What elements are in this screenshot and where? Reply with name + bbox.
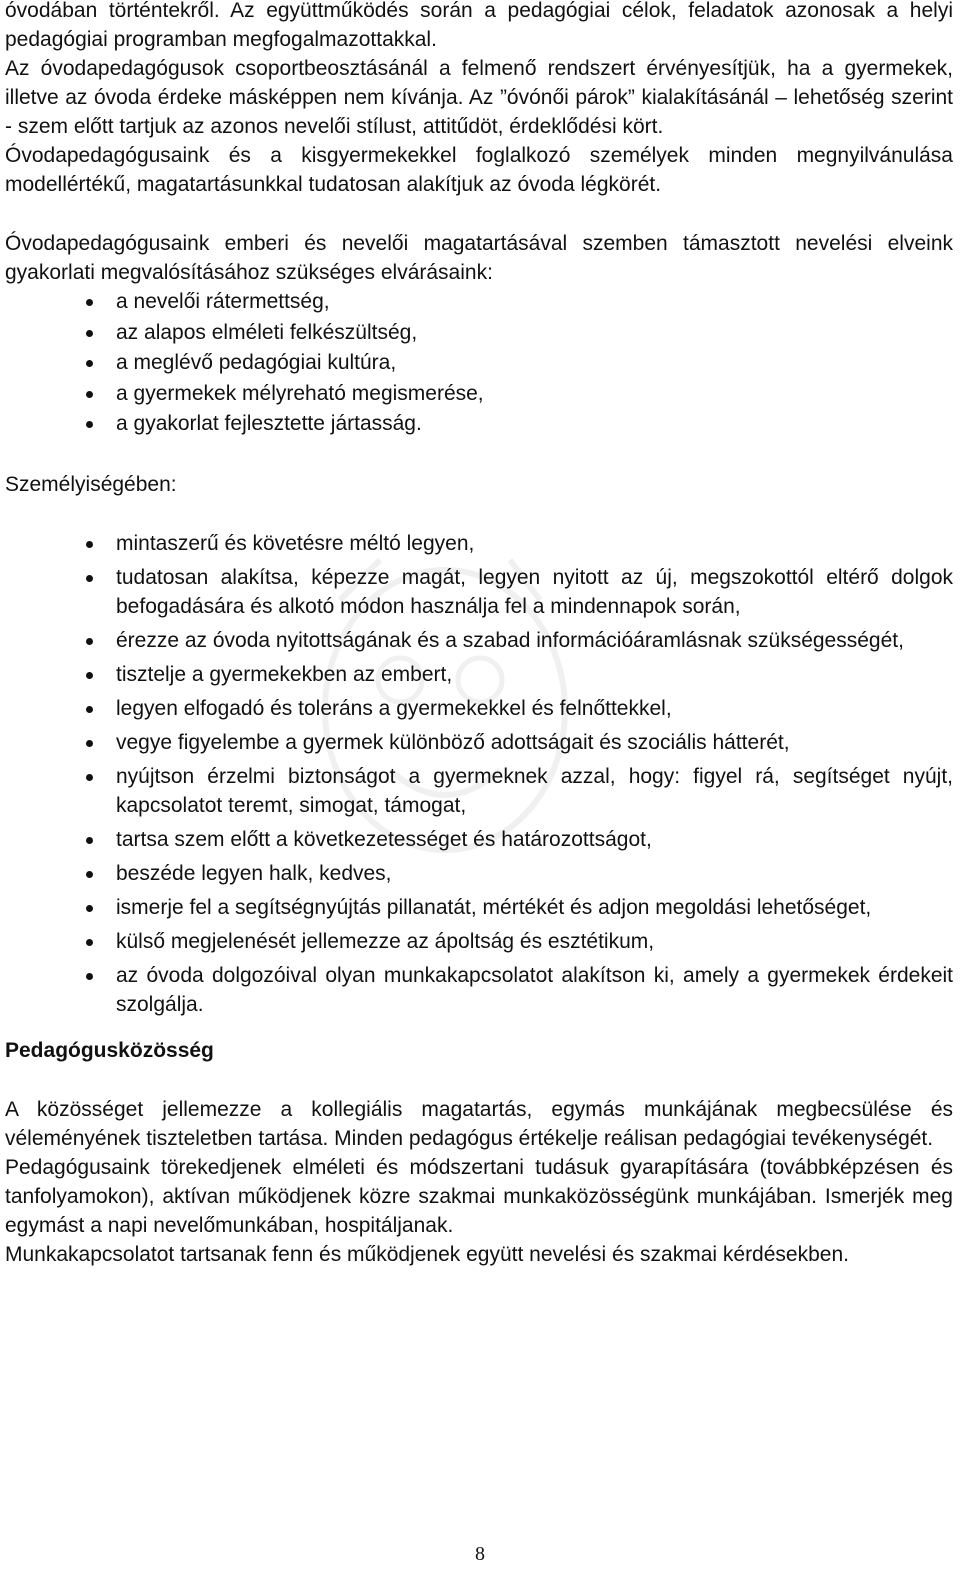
bullet-icon: [86, 905, 93, 912]
list-item: mintaszerű és követésre méltó legyen,: [5, 529, 953, 558]
list-item: az óvoda dolgozóival olyan munkakapcsolatot alakítson ki, amely a gyermekek érdekeit szolgálja.: [5, 961, 953, 1019]
personality-label: Személyiségében:: [5, 472, 177, 496]
list-item: érezze az óvoda nyitottságának és a szabad információáramlásnak szükségességét,: [5, 626, 953, 655]
list-item: tudatosan alakítsa, képezze magát, legyen nyitott az új, megszokottól eltérő dolgok befogadására és alkotó módon használja fel a mindennapok során,: [5, 563, 953, 621]
list-item: beszéde legyen halk, kedves,: [5, 859, 953, 888]
bullet-icon: [86, 541, 93, 548]
bullet-icon: [86, 871, 93, 878]
bullet-icon: [86, 672, 93, 679]
list-item: tartsa szem előtt a következetességet és határozottságot,: [5, 825, 953, 854]
list-item: a meglévő pedagógiai kultúra,: [5, 348, 953, 379]
bullet-icon: [86, 330, 93, 337]
list-item: legyen elfogadó és toleráns a gyermekekkel és felnőttekkel,: [5, 694, 953, 723]
intro-paragraph-3: Óvodapedagógusaink és a kisgyermekekkel foglalkozó személyek minden megnyilvánulása modellértékű, magatartásunkkal tudatosan alakítjuk az óvoda légkörét.: [5, 144, 953, 196]
list-item: külső megjelenését jellemezze az ápoltság és esztétikum,: [5, 927, 953, 956]
list-item: az alapos elméleti felkészültség,: [5, 318, 953, 349]
closing-paragraph-3: Munkakapcsolatot tartsanak fenn és működjenek együtt nevelési és szakmai kérdésekben.: [5, 1242, 849, 1266]
bullet-icon: [86, 740, 93, 747]
bullet-icon: [86, 638, 93, 645]
bullet-icon: [86, 973, 93, 980]
page-number: 8: [475, 1543, 485, 1565]
intro-paragraph-1: óvodában történtekről. Az együttműködés során a pedagógiai célok, feladatok azonosak a helyi pedagógiai programban megfogalmazottakkal.: [5, 0, 953, 51]
expectations-list: [5, 287, 953, 440]
list-item: a nevelői rátermettség,: [5, 287, 953, 318]
document-body: [5, 0, 953, 1269]
list-item: ismerje fel a segítségnyújtás pillanatát, mértékét és adjon megoldási lehetőséget,: [5, 893, 953, 922]
list-item: tisztelje a gyermekekben az embert,: [5, 660, 953, 689]
list-item: a gyakorlat fejlesztette jártasság.: [5, 409, 953, 440]
bullet-icon: [86, 391, 93, 398]
list-item: a gyermekek mélyreható megismerése,: [5, 379, 953, 410]
expectations-intro: Óvodapedagógusaink emberi és nevelői magatartásával szemben támasztott nevelési elveink gyakorlati megvalósításához szükséges elvárásaink:: [5, 232, 953, 284]
bullet-icon: [86, 575, 93, 582]
bullet-icon: [86, 360, 93, 367]
bullet-icon: [86, 939, 93, 946]
bullet-icon: [86, 299, 93, 306]
bullet-icon: [86, 774, 93, 781]
intro-paragraph-2: Az óvodapedagógusok csoportbeosztásánál a felmenő rendszert érvényesítjük, ha a gyermekek, illetve az óvoda érdeke másképpen nem kívánja. Az ”óvónői párok” kialakításánál – lehetőség szerint - szem előtt tartjuk az azonos nevelői stílust, attitűdöt, érdeklődési kört.: [5, 57, 953, 138]
bullet-icon: [86, 837, 93, 844]
list-item: vegye figyelembe a gyermek különböző adottságait és szociális hátterét,: [5, 728, 953, 757]
closing-paragraph-1: A közösséget jellemezze a kollegiális magatartás, egymás munkájának megbecsülése és véleményének tiszteletben tartása. Minden pedagógus értékelje reálisan pedagógiai tevékenységét.: [5, 1097, 953, 1150]
bullet-icon: [86, 421, 93, 428]
bullet-icon: [86, 706, 93, 713]
closing-paragraph-2: Pedagógusaink törekedjenek elméleti és módszertani tudásuk gyarapítására (továbbképzésen és tanfolyamokon), aktívan működjenek közre szakmai munkaközösségünk munkájában. Ismerjék meg egymást a napi nevelőmunkában, hospitáljanak.: [5, 1155, 953, 1237]
personality-list: [5, 529, 953, 1019]
list-item: nyújtson érzelmi biztonságot a gyermeknek azzal, hogy: figyel rá, segítséget nyújt, kapcsolatot teremt, simogat, támogat,: [5, 762, 953, 820]
section-heading: Pedagógusközösség: [5, 1038, 214, 1062]
